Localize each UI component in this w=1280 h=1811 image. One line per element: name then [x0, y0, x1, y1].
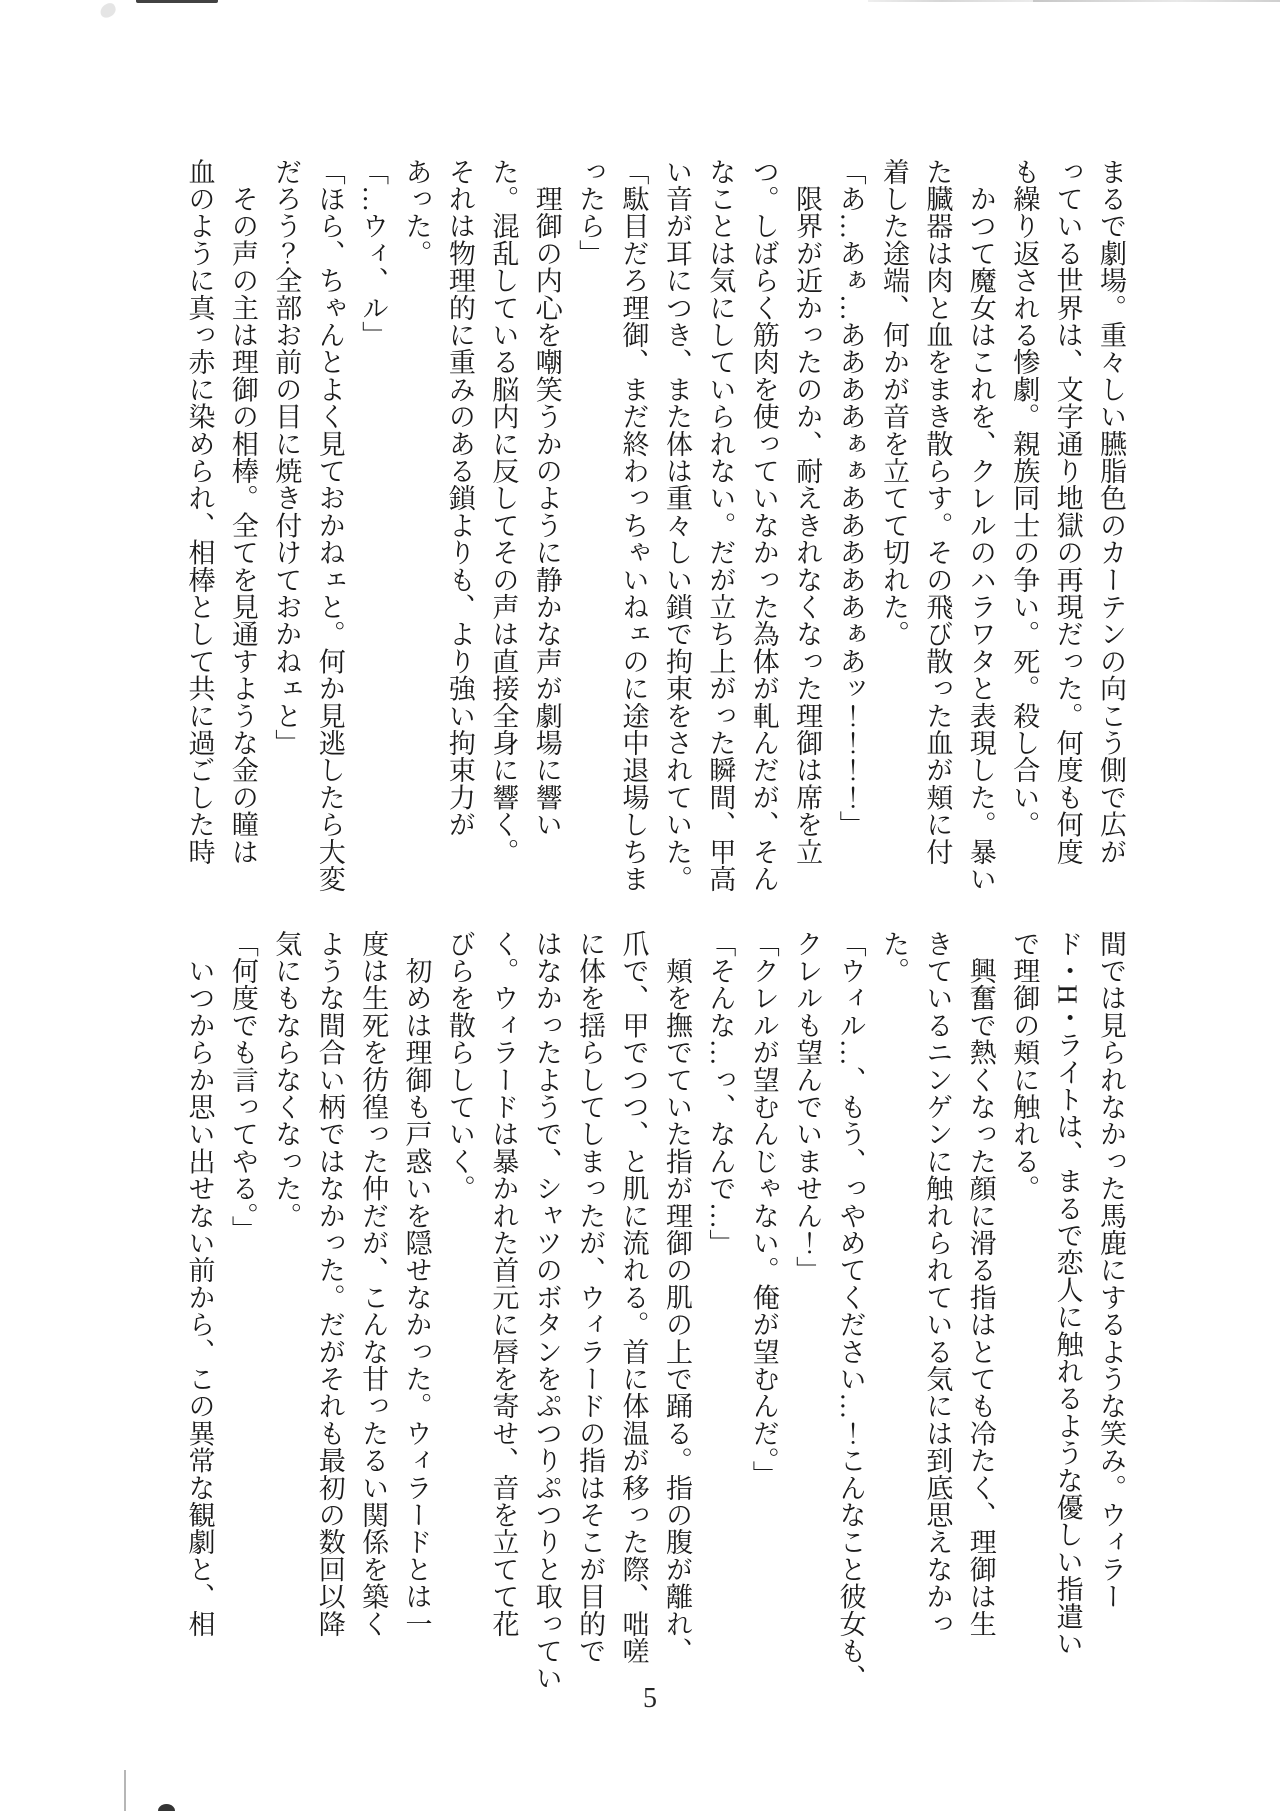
text-column: それは物理的に重みのある鎖よりも、より強い拘束力が	[444, 158, 475, 838]
text-column: はなかったようで、シャツのボタンをぷつりぷつりと取ってい	[531, 930, 562, 1692]
text-column: 「ウィル…、もう、っやめてください…！こんなこと彼女も、	[835, 930, 866, 1692]
page-number: 5	[643, 1683, 657, 1714]
text-column: クレルも望んでいません！」	[792, 930, 823, 1284]
scan-artifact-bottom-line	[124, 1770, 126, 1811]
text-column: 「クレルが望むんじゃない。俺が望むんだ。」	[748, 930, 779, 1488]
text-column: 「ほら、ちゃんとよく見ておかねェと。何か見逃したら大変	[314, 158, 345, 893]
text-column: その声の主は理御の相棒。全てを見通すような金の瞳は	[227, 158, 258, 866]
text-column: 気にもならなくなった。	[271, 930, 302, 1230]
text-column: 「駄目だろ理御、まだ終わっちゃいねェのに途中退場しちま	[618, 158, 649, 893]
text-column: つ。しばらく筋肉を使っていなかった為体が軋んだが、そん	[748, 158, 779, 893]
text-column: ような間合い柄ではなかった。だがそれも最初の数回以降	[314, 930, 345, 1638]
text-column: 「そんな…っ、なんで…」	[705, 930, 736, 1257]
text-column: た。	[878, 930, 909, 985]
text-column: あった。	[401, 158, 432, 267]
text-column: で理御の頬に触れる。	[1009, 930, 1040, 1202]
text-column: い音が耳につき、また体は重々しい鎖で拘束をされていた。	[661, 158, 692, 893]
text-column: 初めは理御も戸惑いを隠せなかった。ウィラードとは一	[401, 930, 432, 1638]
text-column: かつて魔女はこれを、クレルのハラワタと表現した。暴い	[965, 158, 996, 893]
text-column: 度は生死を彷徨った仲だが、こんな甘ったるい関係を築く	[358, 930, 389, 1638]
text-column: 爪で、甲でつつ、と肌に流れる。首に体温が移った際、咄嗟	[618, 930, 649, 1665]
scan-artifact-top-left-line	[136, 0, 218, 3]
text-block-top	[177, 158, 1132, 893]
scan-artifact-smudge	[98, 1, 118, 20]
text-column: 血のように真っ赤に染められ、相棒として共に過ごした時	[184, 158, 215, 866]
text-column: 着した途端、何かが音を立てて切れた。	[878, 158, 909, 648]
text-column: 理御の内心を嘲笑うかのように静かな声が劇場に響い	[531, 158, 562, 838]
text-column: 「何度でも言ってやる。」	[227, 930, 258, 1243]
text-column: びらを散らしていく。	[444, 930, 475, 1202]
text-column: ド・H・ライトは、まるで恋人に触れるような優しい指遣い	[1052, 930, 1083, 1657]
text-column: 「あ…あぁ…ああああぁぁあああああぁあッ！！！！」	[835, 158, 866, 838]
text-column: に体を揺らしてしまったが、ウィラードの指はそこが目的で	[575, 930, 606, 1665]
text-column: なことは気にしていられない。だが立ち上がった瞬間、甲高	[705, 158, 736, 893]
text-column: 「…ウィ、ル」	[358, 158, 389, 349]
text-column: た臓器は肉と血をまき散らす。その飛び散った血が頬に付	[922, 158, 953, 866]
text-column: だろう？全部お前の目に焼き付けておかねェと」	[271, 158, 302, 757]
text-column: 限界が近かったのか、耐えきれなくなった理御は席を立	[792, 158, 823, 866]
text-column: 興奮で熱くなった顔に滑る指はとても冷たく、理御は生	[965, 930, 996, 1638]
text-column: っている世界は、文字通り地獄の再現だった。何度も何度	[1052, 158, 1083, 866]
text-block-bottom	[177, 930, 1132, 1692]
text-column: きているニンゲンに触れられている気には到底思えなかっ	[922, 930, 953, 1638]
text-column: も繰り返される惨劇。親族同士の争い。死。殺し合い。	[1009, 158, 1040, 838]
text-column: まるで劇場。重々しい臙脂色のカーテンの向こう側で広が	[1096, 158, 1126, 866]
text-column: く。ウィラードは暴かれた首元に唇を寄せ、音を立てて花	[488, 930, 519, 1638]
text-column: 間では見られなかった馬鹿にするような笑み。ウィラー	[1096, 930, 1126, 1610]
scan-artifact-top-right-line	[868, 0, 1280, 2]
text-column: ったら」	[575, 158, 606, 267]
text-column: 頬を撫でていた指が理御の肌の上で踊る。指の腹が離れ、	[661, 930, 692, 1665]
scan-artifact-bottom-mark	[158, 1804, 175, 1811]
text-column: た。混乱している脳内に反してその声は直接全身に響く。	[488, 158, 519, 866]
text-column: いつからか思い出せない前から、この異常な観劇と、相	[184, 930, 215, 1638]
